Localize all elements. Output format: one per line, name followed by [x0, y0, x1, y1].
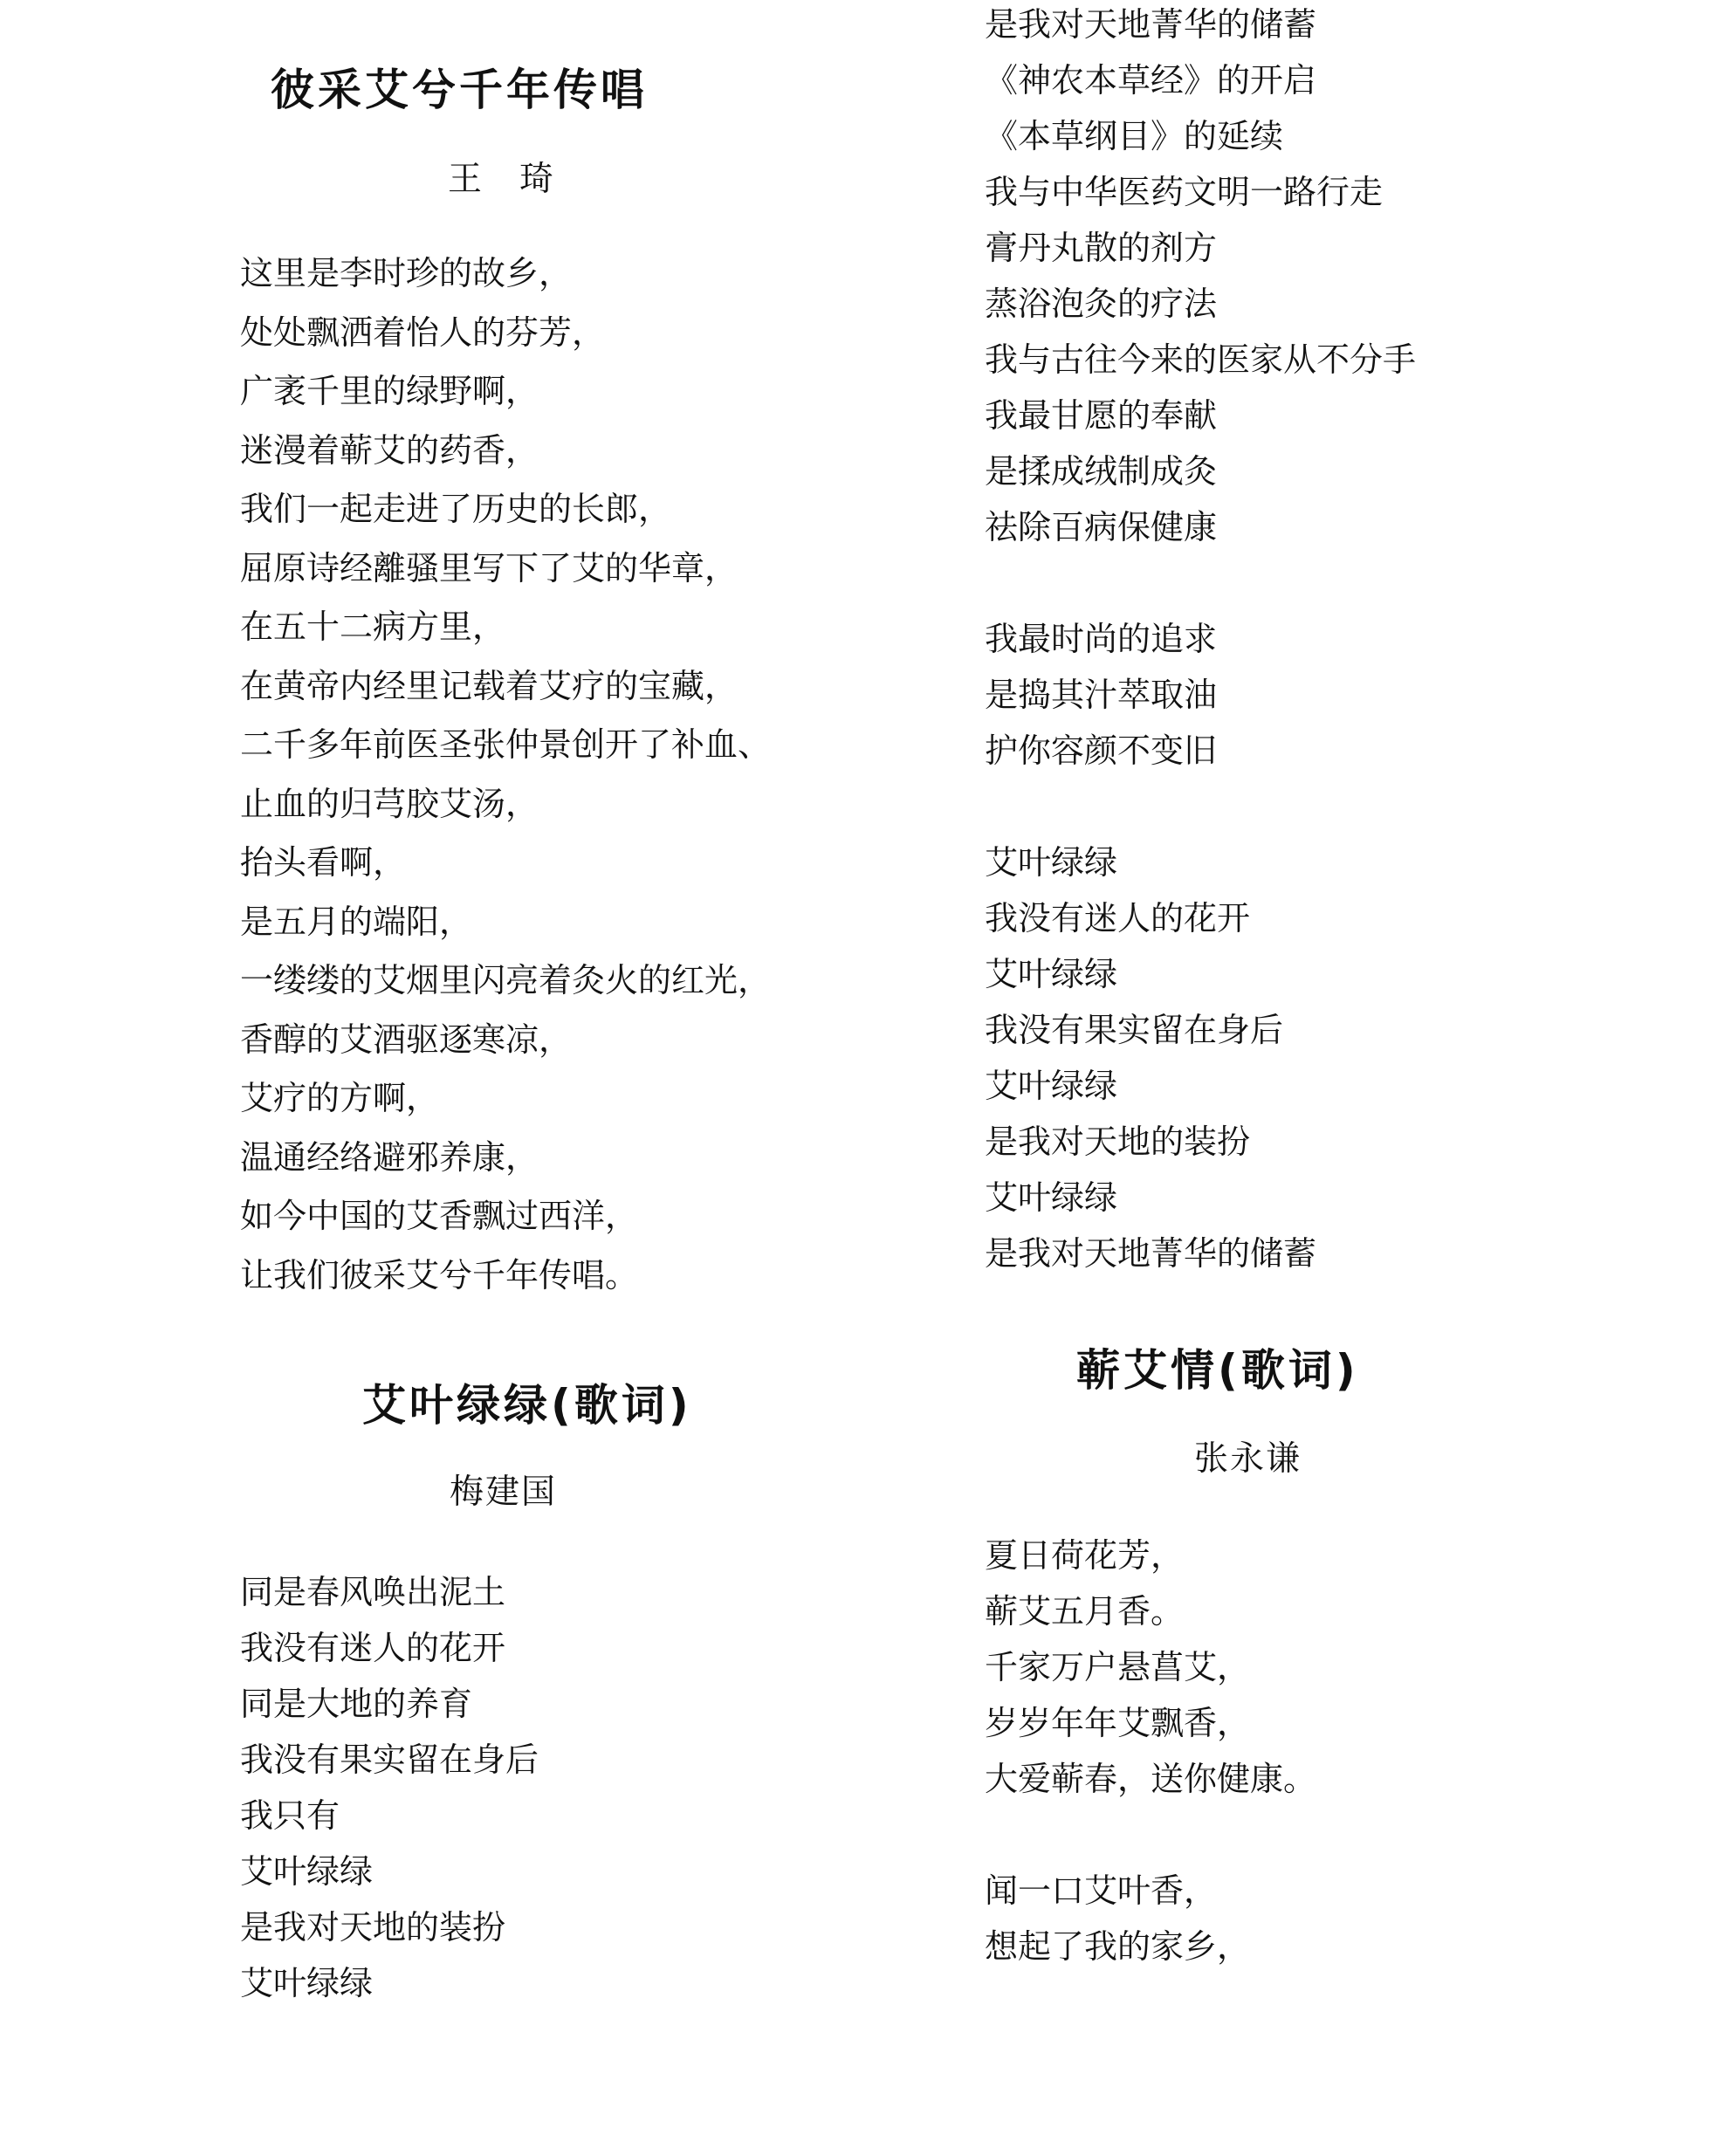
verse-line: 护你容颜不变旧: [985, 731, 1218, 770]
verse-line: 想起了我的家乡，: [985, 1927, 1251, 1966]
verse-line: 蕲艾五月香。: [985, 1592, 1185, 1631]
verse-line: 艾疗的方啊，: [240, 1079, 440, 1117]
verse-line: 岁岁年年艾飘香，: [985, 1704, 1251, 1742]
verse-line: 迷漫着蕲艾的药香，: [240, 430, 539, 470]
verse-line: 《神农本草经》的开启: [985, 61, 1317, 100]
verse-line: 我没有迷人的花开: [240, 1629, 506, 1667]
verse-line: 艾叶绿绿: [985, 843, 1118, 882]
poem1-title: 彼采艾兮千年传唱: [271, 65, 648, 115]
verse-line: 让我们彼采艾兮千年传唱。: [240, 1255, 639, 1294]
poem1-author: 王 琦: [448, 160, 556, 199]
verse-line: 香醇的艾酒驱逐寒凉，: [240, 1020, 573, 1059]
verse-line: 是我对天地菁华的储蓄: [985, 5, 1317, 44]
verse-line: 艾叶绿绿: [240, 1852, 374, 1891]
verse-line: 闻一口艾叶香，: [985, 1871, 1218, 1910]
verse-line: 我与中华医药文明一路行走: [985, 173, 1384, 211]
verse-line: 同是大地的养育: [240, 1685, 473, 1723]
verse-line: 《本草纲目》的延续: [985, 117, 1284, 155]
verse-line: 是捣其汁萃取油: [985, 676, 1218, 714]
verse-line: 温通经络避邪养康，: [240, 1137, 539, 1177]
verse-line: 是五月的端阳，: [240, 902, 473, 941]
verse-line: 大爱蕲春，送你健康。: [985, 1760, 1317, 1798]
verse-line: 我只有: [240, 1796, 340, 1835]
verse-line: 我没有迷人的花开: [985, 899, 1251, 937]
verse-line: 我最甘愿的奉献: [985, 396, 1218, 435]
verse-line: 我们一起走进了历史的长郎，: [240, 490, 672, 528]
verse-line: 我最时尚的追求: [985, 620, 1218, 658]
verse-line: 是揉成绒制成灸: [985, 452, 1218, 491]
verse-line: 我没有果实留在身后: [985, 1011, 1284, 1049]
verse-line: 处处飘洒着怡人的芬芳，: [240, 312, 606, 352]
verse-line: 在黄帝内经里记载着艾疗的宝藏，: [240, 666, 738, 705]
verse-line: 是我对天地菁华的储蓄: [985, 1234, 1317, 1273]
verse-line: 在五十二病方里，: [240, 608, 506, 646]
verse-line: 艾叶绿绿: [985, 1178, 1118, 1217]
poem2-verse-part2: [985, 0, 1416, 1281]
verse-line: 如今中国的艾香飘过西洋，: [240, 1197, 639, 1235]
verse-line: 千家万户悬菖艾，: [985, 1648, 1251, 1686]
poem2-verse-part1: [240, 1564, 539, 2011]
poem2-author: 梅建国: [450, 1473, 558, 1512]
verse-line: 抬头看啊，: [240, 843, 407, 882]
verse-line: 广袤千里的绿野啊，: [240, 372, 539, 410]
verse-line: [985, 1807, 1316, 1863]
verse-line: [985, 779, 1416, 834]
poem3-title: 蕲艾情(歌词): [1076, 1345, 1359, 1396]
verse-line: 是我对天地的装扮: [985, 1123, 1251, 1161]
verse-line: 祛除百病保健康: [985, 508, 1218, 546]
verse-line: 这里是李时珍的故乡，: [240, 254, 573, 292]
poem3-verse: [985, 1528, 1316, 1974]
poem1-verse: [240, 244, 771, 1305]
verse-line: 膏丹丸散的剂方: [985, 229, 1218, 267]
verse-line: 是我对天地的装扮: [240, 1908, 506, 1947]
verse-line: 止血的归芎胶艾汤，: [240, 784, 539, 823]
verse-line: 蒸浴泡灸的疗法: [985, 285, 1218, 323]
verse-line: [985, 555, 1416, 611]
verse-line: 艾叶绿绿: [240, 1964, 374, 2002]
verse-line: 同是春风唤出泥土: [240, 1573, 506, 1611]
verse-line: 一缕缕的艾烟里闪亮着灸火的红光，: [240, 961, 772, 999]
verse-line: 我与古往今来的医家从不分手: [985, 340, 1417, 379]
verse-line: 艾叶绿绿: [985, 955, 1118, 993]
verse-line: 我没有果实留在身后: [240, 1741, 539, 1779]
poem2-title: 艾叶绿绿(歌词): [362, 1380, 692, 1431]
verse-line: 屈原诗经離骚里写下了艾的华章，: [240, 548, 738, 587]
verse-line: 夏日荷花芳，: [985, 1536, 1185, 1575]
poem3-author: 张永谦: [1194, 1439, 1302, 1479]
verse-line: 二千多年前医圣张仲景创开了补血、: [240, 725, 772, 764]
verse-line: 艾叶绿绿: [985, 1067, 1118, 1105]
